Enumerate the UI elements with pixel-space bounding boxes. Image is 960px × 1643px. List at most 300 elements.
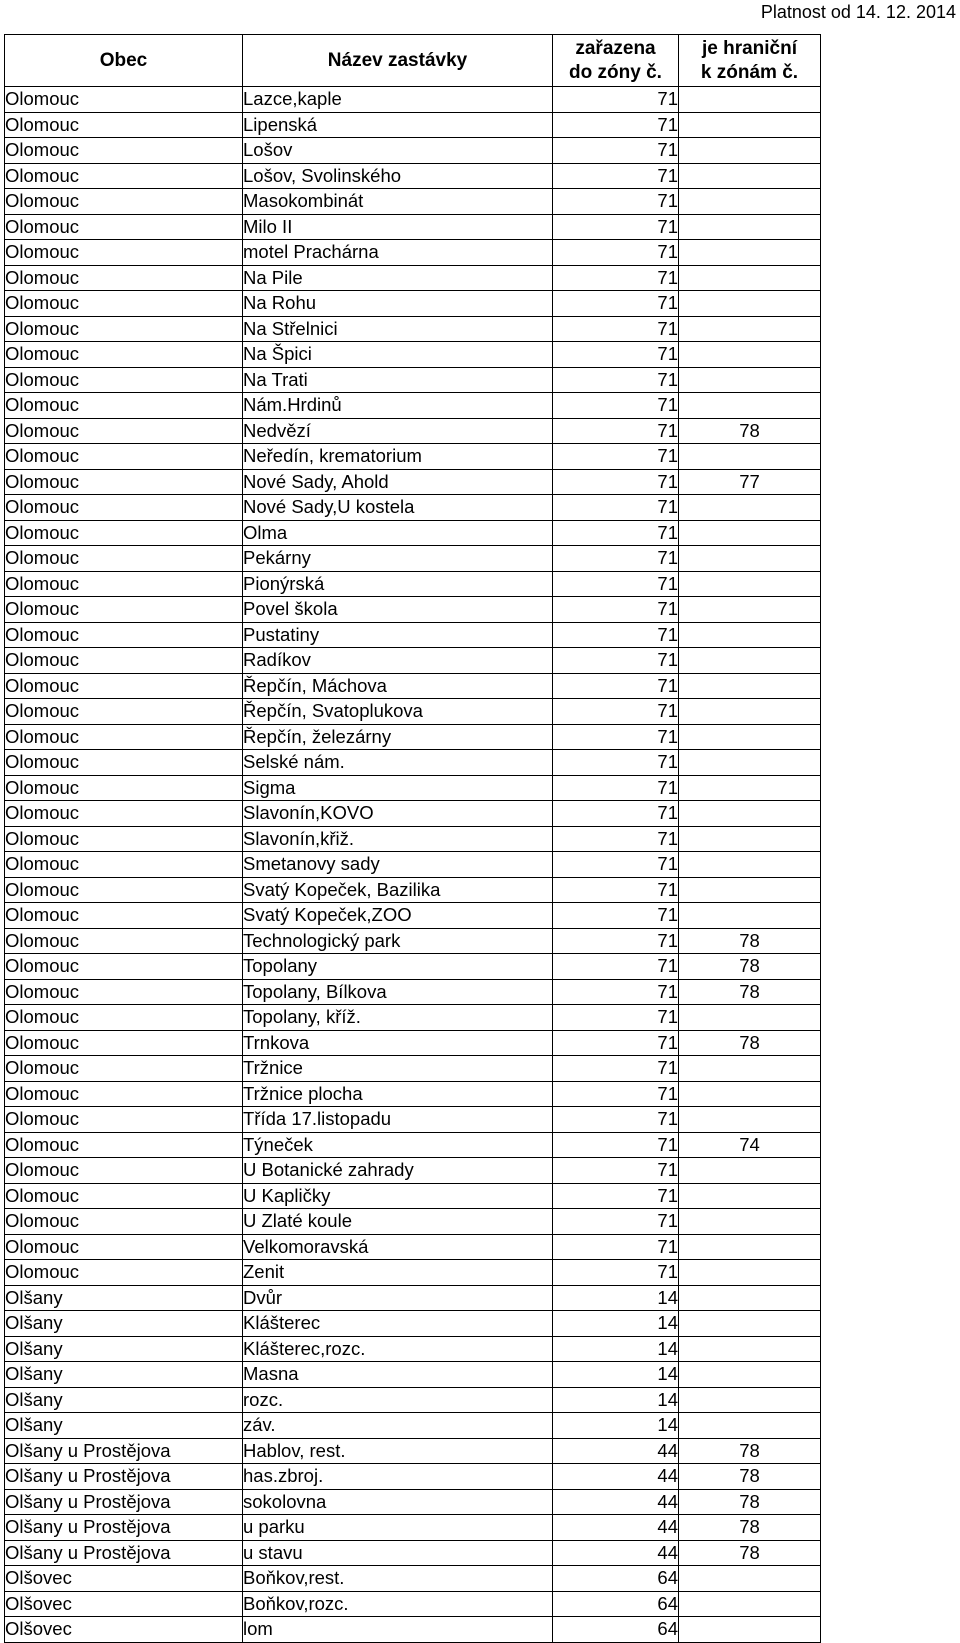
cell-hranicni: [679, 189, 821, 215]
cell-hranicni: [679, 1336, 821, 1362]
cell-obec: Olomouc: [5, 367, 243, 393]
cell-nazev: Neředín, krematorium: [243, 444, 553, 470]
table-row: [5, 1311, 821, 1337]
cell-nazev: u parku: [243, 1515, 553, 1541]
cell-zona: 71: [553, 367, 679, 393]
cell-hranicni: [679, 163, 821, 189]
cell-nazev: Selské nám.: [243, 750, 553, 776]
cell-nazev: Pionýrská: [243, 571, 553, 597]
cell-hranicni: [679, 265, 821, 291]
cell-nazev: Dvůr: [243, 1285, 553, 1311]
cell-obec: Olomouc: [5, 954, 243, 980]
cell-nazev: Třída 17.listopadu: [243, 1107, 553, 1133]
cell-zona: 71: [553, 189, 679, 215]
cell-nazev: Hablov, rest.: [243, 1438, 553, 1464]
cell-zona: 71: [553, 112, 679, 138]
cell-obec: Olšany u Prostějova: [5, 1438, 243, 1464]
cell-hranicni: [679, 444, 821, 470]
cell-zona: 64: [553, 1617, 679, 1643]
cell-obec: Olomouc: [5, 1005, 243, 1031]
cell-zona: 71: [553, 1056, 679, 1082]
cell-nazev: has.zbroj.: [243, 1464, 553, 1490]
cell-hranicni: [679, 1362, 821, 1388]
cell-nazev: Boňkov,rest.: [243, 1566, 553, 1592]
cell-zona: 71: [553, 724, 679, 750]
table-row: [5, 852, 821, 878]
cell-hranicni: [679, 1413, 821, 1439]
cell-obec: Olomouc: [5, 316, 243, 342]
cell-hranicni: [679, 214, 821, 240]
cell-zona: 71: [553, 138, 679, 164]
cell-nazev: Topolany: [243, 954, 553, 980]
table-row: [5, 1387, 821, 1413]
cell-obec: Olomouc: [5, 265, 243, 291]
cell-obec: Olšany: [5, 1387, 243, 1413]
table-row: [5, 1515, 821, 1541]
cell-zona: 14: [553, 1387, 679, 1413]
cell-nazev: Boňkov,rozc.: [243, 1591, 553, 1617]
cell-obec: Olomouc: [5, 724, 243, 750]
cell-obec: Olomouc: [5, 469, 243, 495]
cell-hranicni: [679, 1617, 821, 1643]
validity-date: Platnost od 14. 12. 2014: [760, 2, 956, 22]
table-row: [5, 265, 821, 291]
cell-nazev: lom: [243, 1617, 553, 1643]
cell-zona: 71: [553, 1183, 679, 1209]
cell-zona: 71: [553, 801, 679, 827]
cell-obec: Olomouc: [5, 597, 243, 623]
cell-nazev: Na Špici: [243, 342, 553, 368]
table-row: [5, 1183, 821, 1209]
table-row: [5, 87, 821, 113]
table-row: [5, 622, 821, 648]
cell-nazev: Tržnice: [243, 1056, 553, 1082]
cell-hranicni: [679, 597, 821, 623]
cell-hranicni: [679, 112, 821, 138]
cell-hranicni: [679, 775, 821, 801]
table-row: [5, 1438, 821, 1464]
cell-zona: 14: [553, 1311, 679, 1337]
cell-zona: 71: [553, 571, 679, 597]
cell-obec: Olšany u Prostějova: [5, 1464, 243, 1490]
cell-obec: Olomouc: [5, 1132, 243, 1158]
cell-zona: 71: [553, 316, 679, 342]
table-row: [5, 1081, 821, 1107]
cell-obec: Olomouc: [5, 1234, 243, 1260]
cell-obec: Olomouc: [5, 1107, 243, 1133]
table-row: [5, 903, 821, 929]
table-row: [5, 1030, 821, 1056]
cell-zona: 71: [553, 520, 679, 546]
cell-hranicni: 78: [679, 954, 821, 980]
cell-zona: 71: [553, 444, 679, 470]
table-row: [5, 1540, 821, 1566]
cell-obec: Olomouc: [5, 1081, 243, 1107]
table-row: [5, 138, 821, 164]
cell-nazev: Týneček: [243, 1132, 553, 1158]
cell-hranicni: 78: [679, 1464, 821, 1490]
table-row: [5, 1056, 821, 1082]
table-row: [5, 240, 821, 266]
cell-nazev: Svatý Kopeček, Bazilika: [243, 877, 553, 903]
cell-hranicni: [679, 1285, 821, 1311]
table-row: [5, 1413, 821, 1439]
table-row: [5, 1566, 821, 1592]
table-row: [5, 1464, 821, 1490]
cell-nazev: Svatý Kopeček,ZOO: [243, 903, 553, 929]
cell-zona: 71: [553, 1107, 679, 1133]
table-row: [5, 1591, 821, 1617]
cell-nazev: Topolany, kříž.: [243, 1005, 553, 1031]
cell-nazev: Nové Sady,U kostela: [243, 495, 553, 521]
table-row: [5, 112, 821, 138]
cell-zona: 71: [553, 1158, 679, 1184]
table-row: [5, 1260, 821, 1286]
cell-hranicni: [679, 750, 821, 776]
table-row: [5, 1209, 821, 1235]
cell-nazev: Zenit: [243, 1260, 553, 1286]
cell-hranicni: [679, 1311, 821, 1337]
cell-nazev: Na Trati: [243, 367, 553, 393]
cell-zona: 71: [553, 597, 679, 623]
cell-zona: 71: [553, 291, 679, 317]
cell-obec: Olomouc: [5, 699, 243, 725]
cell-zona: 71: [553, 495, 679, 521]
cell-zona: 44: [553, 1540, 679, 1566]
column-header-hranicni-line1: je hraniční: [701, 37, 798, 59]
table-row: [5, 367, 821, 393]
table-row: [5, 1107, 821, 1133]
cell-hranicni: [679, 1183, 821, 1209]
cell-hranicni: [679, 546, 821, 572]
cell-nazev: Řepčín, Svatoplukova: [243, 699, 553, 725]
cell-hranicni: 78: [679, 1515, 821, 1541]
cell-obec: Olomouc: [5, 240, 243, 266]
cell-nazev: Slavonín,křiž.: [243, 826, 553, 852]
cell-zona: 64: [553, 1566, 679, 1592]
cell-hranicni: [679, 1209, 821, 1235]
cell-zona: 71: [553, 903, 679, 929]
cell-obec: Olomouc: [5, 775, 243, 801]
cell-hranicni: [679, 495, 821, 521]
cell-hranicni: [679, 673, 821, 699]
cell-hranicni: 74: [679, 1132, 821, 1158]
cell-nazev: motel Prachárna: [243, 240, 553, 266]
cell-hranicni: [679, 1158, 821, 1184]
table-row: [5, 724, 821, 750]
cell-obec: Olomouc: [5, 826, 243, 852]
cell-hranicni: [679, 138, 821, 164]
cell-obec: Olomouc: [5, 520, 243, 546]
table-row: [5, 801, 821, 827]
table-row: [5, 699, 821, 725]
cell-nazev: Technologický park: [243, 928, 553, 954]
cell-hranicni: [679, 801, 821, 827]
cell-obec: Olomouc: [5, 393, 243, 419]
cell-hranicni: [679, 1081, 821, 1107]
cell-hranicni: 78: [679, 1030, 821, 1056]
cell-obec: Olomouc: [5, 622, 243, 648]
cell-zona: 71: [553, 928, 679, 954]
table-row: [5, 648, 821, 674]
table-row: [5, 775, 821, 801]
cell-obec: Olomouc: [5, 342, 243, 368]
cell-nazev: Lazce,kaple: [243, 87, 553, 113]
table-row: [5, 826, 821, 852]
cell-hranicni: [679, 1005, 821, 1031]
cell-hranicni: [679, 520, 821, 546]
cell-nazev: Slavonín,KOVO: [243, 801, 553, 827]
cell-obec: Olomouc: [5, 928, 243, 954]
cell-obec: Olomouc: [5, 877, 243, 903]
table-row: [5, 291, 821, 317]
cell-hranicni: [679, 622, 821, 648]
cell-obec: Olomouc: [5, 189, 243, 215]
cell-obec: Olomouc: [5, 87, 243, 113]
cell-nazev: Řepčín, Máchova: [243, 673, 553, 699]
cell-obec: Olomouc: [5, 163, 243, 189]
column-header-zona-line2: do zóny č.: [569, 61, 662, 83]
cell-zona: 71: [553, 469, 679, 495]
cell-zona: 71: [553, 877, 679, 903]
cell-zona: 71: [553, 699, 679, 725]
cell-obec: Olšovec: [5, 1617, 243, 1643]
table-row: [5, 495, 821, 521]
cell-obec: Olšany u Prostějova: [5, 1540, 243, 1566]
cell-nazev: Lošov, Svolinského: [243, 163, 553, 189]
table-row: [5, 189, 821, 215]
cell-nazev: Olma: [243, 520, 553, 546]
cell-zona: 14: [553, 1362, 679, 1388]
cell-zona: 71: [553, 1234, 679, 1260]
cell-zona: 71: [553, 775, 679, 801]
table-row: [5, 1158, 821, 1184]
cell-hranicni: [679, 1566, 821, 1592]
table-row: [5, 750, 821, 776]
cell-hranicni: 78: [679, 979, 821, 1005]
cell-nazev: Na Rohu: [243, 291, 553, 317]
cell-obec: Olšovec: [5, 1566, 243, 1592]
table-row: [5, 673, 821, 699]
cell-obec: Olomouc: [5, 1183, 243, 1209]
cell-nazev: rozc.: [243, 1387, 553, 1413]
cell-zona: 71: [553, 1005, 679, 1031]
cell-nazev: Klášterec,rozc.: [243, 1336, 553, 1362]
cell-hranicni: [679, 852, 821, 878]
cell-nazev: Povel škola: [243, 597, 553, 623]
cell-obec: Olomouc: [5, 852, 243, 878]
cell-obec: Olomouc: [5, 1056, 243, 1082]
table-row: [5, 1617, 821, 1643]
cell-zona: 71: [553, 418, 679, 444]
cell-zona: 71: [553, 1132, 679, 1158]
cell-zona: 71: [553, 648, 679, 674]
table-row: [5, 393, 821, 419]
cell-nazev: Milo II: [243, 214, 553, 240]
cell-zona: 71: [553, 852, 679, 878]
cell-nazev: Řepčín, železárny: [243, 724, 553, 750]
stops-table: [4, 34, 821, 1643]
table-row: [5, 342, 821, 368]
cell-hranicni: [679, 1056, 821, 1082]
cell-nazev: Na Pile: [243, 265, 553, 291]
cell-nazev: Lošov: [243, 138, 553, 164]
column-header-hranicni: [679, 35, 821, 87]
cell-zona: 71: [553, 393, 679, 419]
table-row: [5, 1005, 821, 1031]
cell-obec: Olšany: [5, 1311, 243, 1337]
table-row: [5, 444, 821, 470]
cell-hranicni: 78: [679, 928, 821, 954]
cell-hranicni: 78: [679, 1489, 821, 1515]
cell-obec: Olomouc: [5, 138, 243, 164]
cell-nazev: záv.: [243, 1413, 553, 1439]
cell-obec: Olomouc: [5, 979, 243, 1005]
cell-hranicni: [679, 903, 821, 929]
table-body: [5, 87, 821, 1643]
cell-zona: 44: [553, 1438, 679, 1464]
cell-hranicni: [679, 1387, 821, 1413]
table-row: [5, 1285, 821, 1311]
cell-zona: 14: [553, 1413, 679, 1439]
cell-obec: Olšany: [5, 1362, 243, 1388]
cell-zona: 44: [553, 1515, 679, 1541]
table-row: [5, 316, 821, 342]
cell-obec: Olomouc: [5, 903, 243, 929]
cell-hranicni: [679, 1234, 821, 1260]
cell-zona: 71: [553, 1081, 679, 1107]
column-header-hranicni-line2: k zónám č.: [700, 61, 799, 83]
cell-obec: Olomouc: [5, 1209, 243, 1235]
column-header-zona: [553, 35, 679, 87]
table-row: [5, 954, 821, 980]
table-row: [5, 597, 821, 623]
table-header: [5, 35, 821, 87]
cell-zona: 71: [553, 954, 679, 980]
cell-hranicni: [679, 87, 821, 113]
table-row: [5, 1489, 821, 1515]
cell-obec: Olšany: [5, 1336, 243, 1362]
cell-hranicni: [679, 699, 821, 725]
cell-hranicni: [679, 291, 821, 317]
cell-obec: Olomouc: [5, 1158, 243, 1184]
cell-zona: 71: [553, 265, 679, 291]
cell-nazev: Masna: [243, 1362, 553, 1388]
column-header-nazev: Název zastávky: [243, 35, 553, 87]
cell-obec: Olomouc: [5, 291, 243, 317]
cell-zona: 71: [553, 1209, 679, 1235]
cell-nazev: Masokombinát: [243, 189, 553, 215]
cell-nazev: U Kapličky: [243, 1183, 553, 1209]
cell-nazev: Sigma: [243, 775, 553, 801]
cell-obec: Olomouc: [5, 1260, 243, 1286]
table-row: [5, 1234, 821, 1260]
cell-nazev: Topolany, Bílkova: [243, 979, 553, 1005]
cell-zona: 71: [553, 826, 679, 852]
cell-obec: Olomouc: [5, 801, 243, 827]
cell-nazev: Pekárny: [243, 546, 553, 572]
cell-hranicni: [679, 826, 821, 852]
table-row: [5, 163, 821, 189]
cell-hranicni: [679, 1107, 821, 1133]
cell-zona: 71: [553, 546, 679, 572]
cell-nazev: Radíkov: [243, 648, 553, 674]
cell-nazev: sokolovna: [243, 1489, 553, 1515]
cell-zona: 71: [553, 750, 679, 776]
cell-hranicni: [679, 393, 821, 419]
cell-obec: Olomouc: [5, 546, 243, 572]
cell-hranicni: [679, 342, 821, 368]
cell-hranicni: [679, 240, 821, 266]
cell-obec: Olomouc: [5, 112, 243, 138]
cell-hranicni: 78: [679, 1540, 821, 1566]
cell-hranicni: [679, 1260, 821, 1286]
cell-zona: 71: [553, 214, 679, 240]
cell-nazev: u stavu: [243, 1540, 553, 1566]
table-row: [5, 1362, 821, 1388]
column-header-obec: Obec: [5, 35, 243, 87]
cell-obec: Olšany: [5, 1285, 243, 1311]
cell-obec: Olšany u Prostějova: [5, 1515, 243, 1541]
table-row: [5, 469, 821, 495]
cell-zona: 71: [553, 1030, 679, 1056]
table-row: [5, 1132, 821, 1158]
column-header-zona-line1: zařazena: [575, 37, 656, 59]
cell-zona: 71: [553, 979, 679, 1005]
cell-obec: Olšany: [5, 1413, 243, 1439]
cell-obec: Olomouc: [5, 1030, 243, 1056]
cell-obec: Olšany u Prostějova: [5, 1489, 243, 1515]
cell-zona: 64: [553, 1591, 679, 1617]
cell-zona: 71: [553, 163, 679, 189]
cell-hranicni: [679, 367, 821, 393]
cell-nazev: Nám.Hrdinů: [243, 393, 553, 419]
cell-obec: Olomouc: [5, 418, 243, 444]
cell-nazev: Nové Sady, Ahold: [243, 469, 553, 495]
cell-zona: 71: [553, 622, 679, 648]
cell-obec: Olomouc: [5, 444, 243, 470]
cell-obec: Olšovec: [5, 1591, 243, 1617]
cell-hranicni: [679, 316, 821, 342]
cell-hranicni: 78: [679, 418, 821, 444]
table-row: [5, 928, 821, 954]
cell-hranicni: [679, 724, 821, 750]
table-row: [5, 546, 821, 572]
table-row: [5, 1336, 821, 1362]
cell-hranicni: [679, 571, 821, 597]
cell-zona: 71: [553, 342, 679, 368]
cell-obec: Olomouc: [5, 648, 243, 674]
cell-hranicni: [679, 648, 821, 674]
cell-zona: 44: [553, 1464, 679, 1490]
table-row: [5, 979, 821, 1005]
cell-zona: 71: [553, 87, 679, 113]
cell-obec: Olomouc: [5, 673, 243, 699]
cell-zona: 71: [553, 673, 679, 699]
cell-zona: 71: [553, 1260, 679, 1286]
header-row: [5, 35, 821, 87]
cell-obec: Olomouc: [5, 214, 243, 240]
cell-nazev: Trnkova: [243, 1030, 553, 1056]
cell-nazev: Pustatiny: [243, 622, 553, 648]
cell-hranicni: [679, 1591, 821, 1617]
cell-nazev: Na Střelnici: [243, 316, 553, 342]
cell-nazev: Velkomoravská: [243, 1234, 553, 1260]
table-row: [5, 418, 821, 444]
cell-hranicni: 77: [679, 469, 821, 495]
cell-zona: 14: [553, 1285, 679, 1311]
cell-nazev: Nedvězí: [243, 418, 553, 444]
